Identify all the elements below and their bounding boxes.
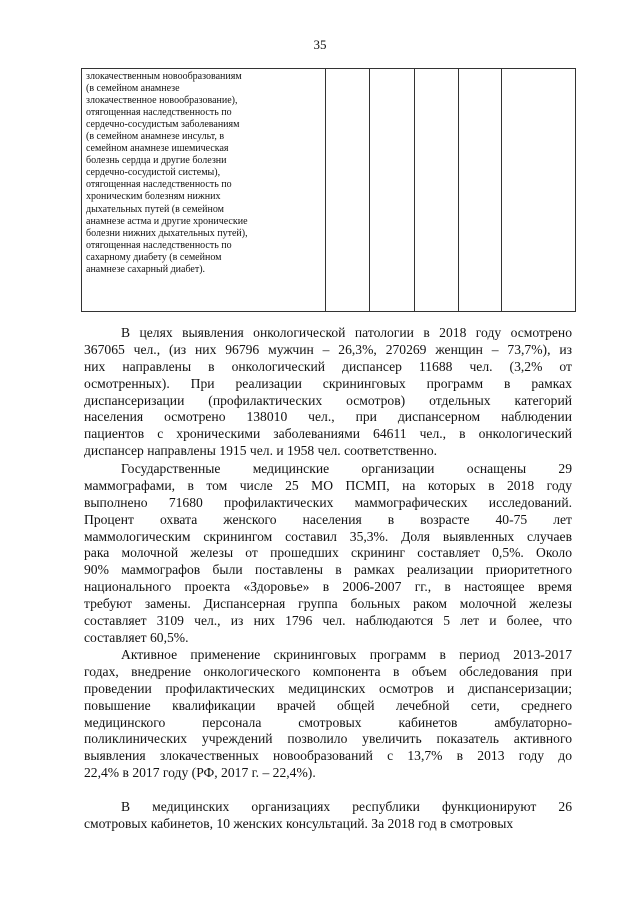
- text-line: смотровых кабинетов, 10 женских консультаций. За 2018 год в смотровых: [84, 815, 514, 831]
- text-line: 22,4% в 2017 году (РФ, 2017 г. – 22,4%).: [84, 765, 316, 781]
- page-number: 35: [313, 37, 327, 52]
- text-line: национального проекта «Здоровье» в 2006-2007 гг., в настоящее время: [84, 579, 572, 595]
- text-line: составляет 3109 чел., из них 1796 чел. наблюдаются 5 лет и более, что: [84, 613, 572, 629]
- text-line: требуют замены. Диспансерная группа больных раком молочной железы: [84, 596, 572, 612]
- text-line: Государственные медицинские организации оснащены 29: [121, 461, 572, 476]
- cell-line: болезни нижних дыхательных путей),: [86, 227, 248, 239]
- text-line: В медицинских организациях республики функционируют 26: [121, 799, 572, 814]
- empty-cell: [459, 69, 502, 312]
- paragraph-oncology-screening: [84, 325, 572, 460]
- empty-cell: [415, 69, 459, 312]
- text-line: Процент охвата женского населения в возрасте 40-75 лет: [84, 511, 572, 527]
- text-line: медицинского персонала смотровых кабинетов амбулаторно-: [84, 714, 572, 730]
- cell-line: сердечно-сосудистым заболеваниям: [86, 119, 240, 131]
- text-line: маммографами, в том числе 25 МО ПСМП, на которых в 2018 году: [84, 477, 572, 493]
- empty-cell: [326, 69, 370, 312]
- text-line: В целях выявления онкологической патологии в 2018 году осмотрено: [121, 325, 572, 340]
- paragraph-active-detection: [84, 647, 572, 782]
- empty-cell: [370, 69, 415, 312]
- cell-line: отягощенная наследственность по: [86, 179, 232, 191]
- cell-line: анамнезе астма и другие хронические: [86, 215, 248, 227]
- text-line: рака молочной железы от прошедших скрининг составляет 0,5%. Около: [84, 545, 572, 561]
- text-line: маммологическим скринингом составил 35,3%. Доля выявленных случаев: [84, 528, 572, 544]
- cell-line: анамнезе сахарный диабет).: [86, 263, 206, 275]
- cell-line: сердечно-сосудистой системы),: [86, 167, 221, 179]
- text-line: диспансеризации (профилактических осмотров) отдельных категорий: [84, 392, 572, 408]
- text-line: составляет 60,5%.: [84, 629, 189, 645]
- cell-line: (в семейном анамнезе инсульт, в: [86, 131, 225, 143]
- text-line: пациентов с хроническими заболеваниями 64611 чел., в онкологический: [84, 426, 572, 442]
- cell-line: (в семейном анамнезе: [86, 83, 180, 95]
- continuation-table: [81, 68, 576, 312]
- empty-cell: [502, 69, 576, 312]
- text-line: них направлены в онкологический диспансер 11688 чел. (3,2% от: [84, 358, 572, 374]
- paragraph-mammography: [84, 461, 572, 647]
- table-row: [82, 69, 576, 312]
- paragraph-examination-rooms: [84, 799, 572, 833]
- text-line: проведении профилактических медицинских осмотров и диспансеризации;: [84, 680, 572, 696]
- text-line: Активное применение скрининговых программ в период 2013-2017: [121, 647, 572, 662]
- text-line: 90% маммографов были поставлены в рамках реализации приоритетного: [84, 562, 572, 578]
- text-line: 367065 чел., (из них 96796 мужчин – 26,3%, 270269 женщин – 73,7%), из: [84, 341, 572, 357]
- text-line: осмотренных). При реализации скрининговых программ в рамках: [84, 375, 572, 391]
- cell-line: отягощенная наследственность по: [86, 239, 232, 251]
- cell-line: злокачественным новообразованиям: [86, 71, 242, 82]
- text-line: годах, внедрение онкологического компонента в объем обследования при: [84, 663, 572, 679]
- cell-line: дыхательных путей (в семейном: [86, 203, 224, 215]
- cell-line: сахарному диабету (в семейном: [86, 251, 222, 263]
- text-line: поликлинических учреждений позволило увеличить показатель активного: [84, 731, 572, 747]
- text-line: выявления злокачественных новообразований с 13,7% в 2013 году до: [84, 748, 572, 764]
- cell-line: злокачественное новообразование),: [86, 95, 238, 107]
- cell-line: семейном анамнезе ишемическая: [86, 143, 229, 155]
- text-line: выполнено 71680 профилактических маммографических исследований.: [84, 494, 572, 510]
- text-line: населения осмотрено 138010 чел., при диспансерном наблюдении: [84, 409, 572, 425]
- text-line: повышение квалификации врачей общей лечебной сети, среднего: [84, 697, 572, 713]
- text-line: диспансер направлены 1915 чел. и 1958 чел. соответственно.: [84, 443, 438, 459]
- cell-line: хроническим болезням нижних: [86, 191, 221, 203]
- cell-line: отягощенная наследственность по: [86, 107, 232, 119]
- cell-line: болезнь сердца и другие болезни: [86, 155, 227, 167]
- risk-factors-cell: [82, 69, 326, 312]
